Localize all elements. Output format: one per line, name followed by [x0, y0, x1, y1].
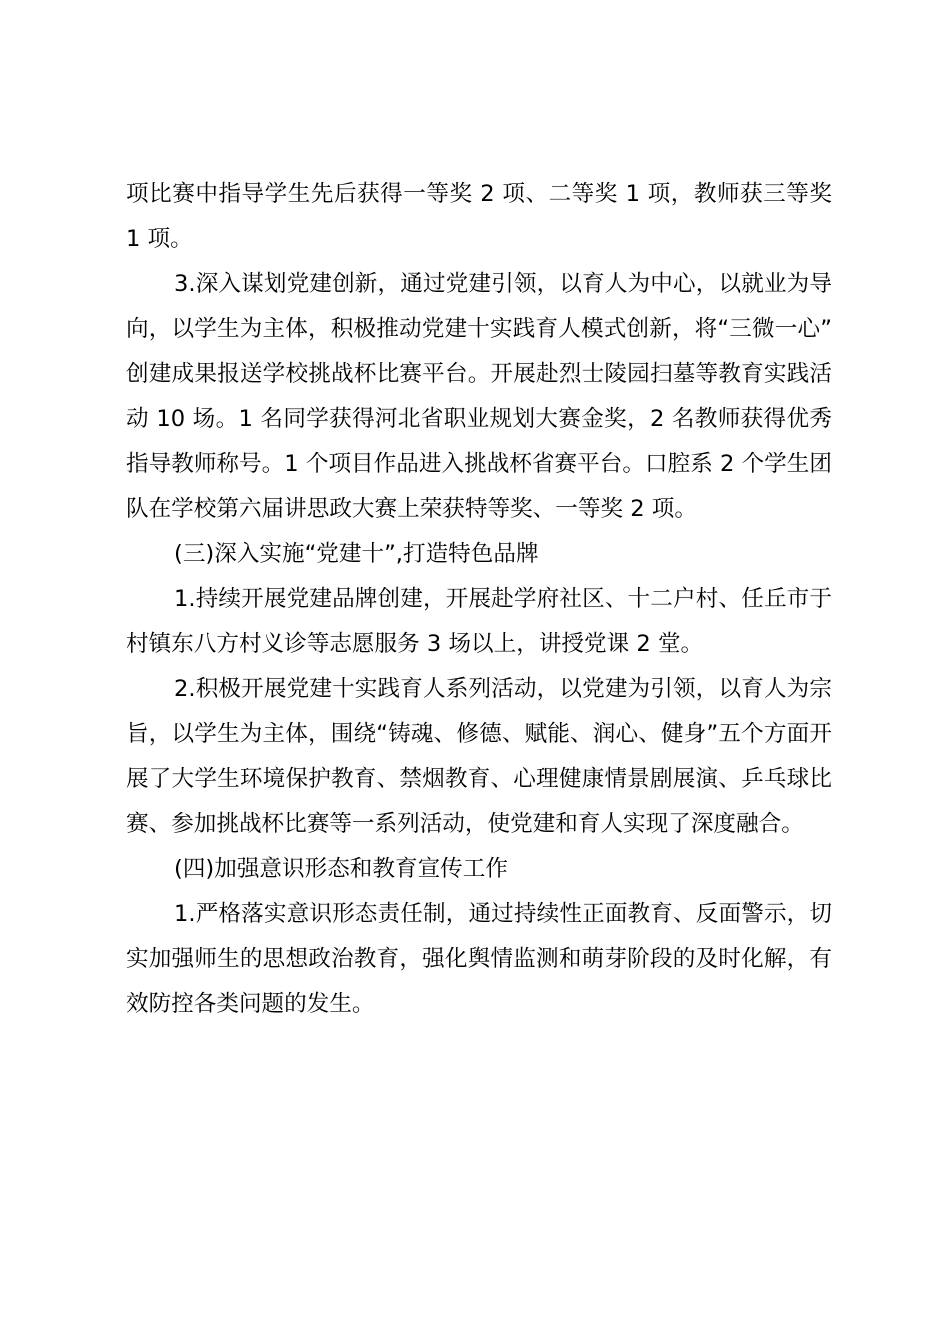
paragraph-brand-building: 1.持续开展党建品牌创建，开展赴学府社区、十二户村、任丘市于村镇东八方村义诊等志愿服务 3 场以上，讲授党课 2 堂。 — [126, 586, 832, 657]
section-heading-three: (三)深入实施“党建十”,打造特色品牌 — [174, 541, 539, 567]
paragraph-practice-activities: 2.积极开展党建十实践育人系列活动，以党建为引领，以育人为宗旨，以学生为主体，围绕“铸魂、修德、赋能、润心、健身”五个方面开展了大学生环境保护教育、禁烟教育、心理健康情景剧展演、乒乓球比赛、参加挑战杯比赛等一系列活动，使党建和育人实现了深度融合。 — [126, 676, 832, 837]
paragraph-award-continuation: 项比赛中指导学生先后获得一等奖 2 项、二等奖 1 项，教师获三等奖 1 项。 — [126, 181, 832, 252]
paragraph-ideology-responsibility: 1.严格落实意识形态责任制，通过持续性正面教育、反面警示，切实加强师生的思想政治教育，强化舆情监测和萌芽阶段的及时化解，有效防控各类问题的发生。 — [126, 901, 832, 1017]
document-body — [126, 172, 832, 1027]
paragraph-party-innovation: 3.深入谋划党建创新，通过党建引领，以育人为中心，以就业为导向，以学生为主体，积极推动党建十实践育人模式创新，将“三微一心”创建成果报送学校挑战杯比赛平台。开展赴烈士陵园扫墓等教育实践活动 10 场。1 名同学获得河北省职业规划大赛金奖，2 名教师获得优秀指导教师称号。1 个项目作品进入挑战杯省赛平台。口腔系 2 个学生团队在学校第六届讲思政大赛上荣获特等奖、一等奖 2 项。 — [126, 271, 832, 522]
section-heading-four: (四)加强意识形态和教育宣传工作 — [174, 856, 508, 882]
